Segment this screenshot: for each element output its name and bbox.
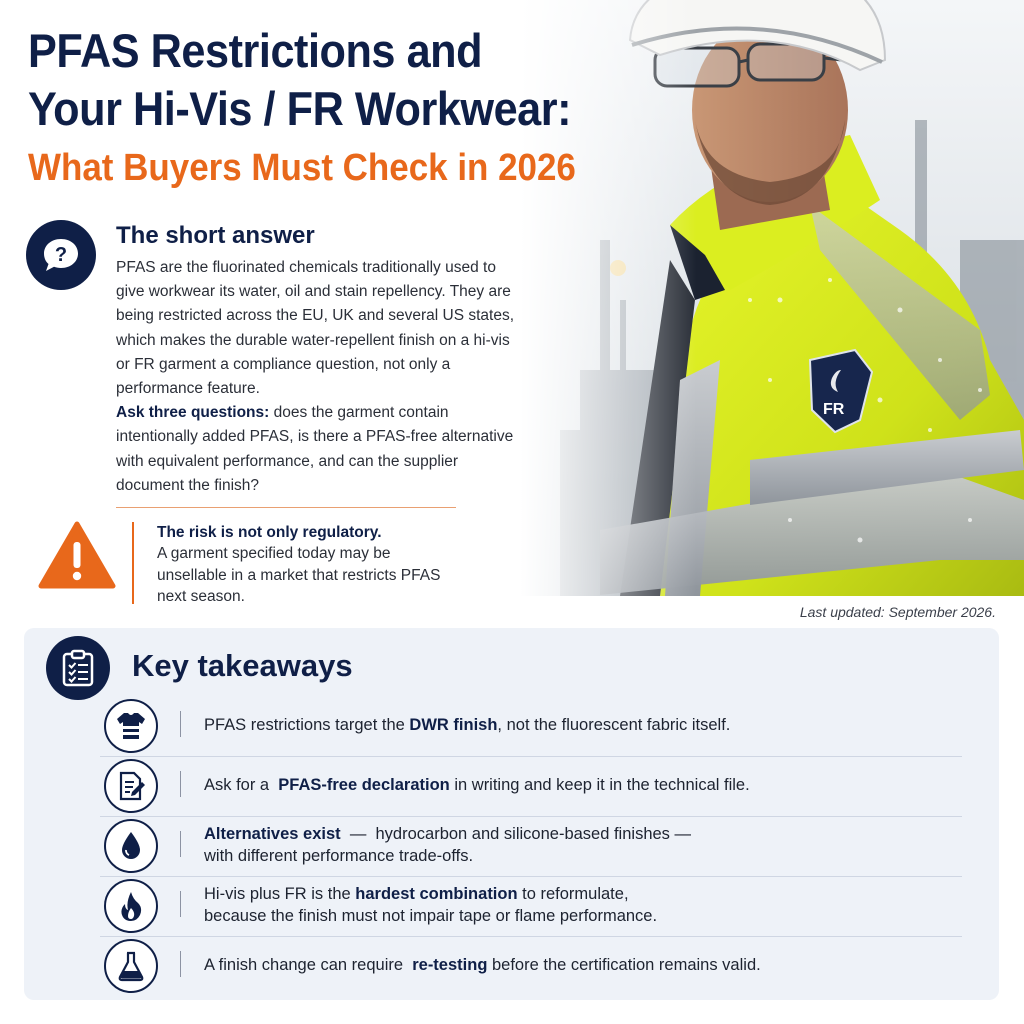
short-answer-section (116, 222, 526, 498)
takeaway-text-pre: Hi-vis plus FR is the (204, 885, 356, 903)
warning-triangle-icon (38, 520, 116, 590)
takeaway-text (204, 815, 944, 875)
svg-text:?: ? (54, 244, 68, 266)
hi-vis-vest-icon (104, 699, 158, 753)
last-updated: Last updated: September 2026. (799, 604, 996, 620)
lab-flask-icon (104, 939, 158, 993)
takeaway-text-bold: hardest combination (355, 885, 518, 903)
risk-body: A garment specified today may be unsellable in a market that restricts PFAS next season. (157, 545, 441, 605)
takeaway-text-post: before the certification remains valid. (487, 956, 761, 974)
flame-icon (104, 879, 158, 933)
takeaway-text (204, 935, 944, 995)
row-separator (180, 891, 181, 917)
takeaway-item (100, 875, 962, 935)
document-pen-icon (104, 759, 158, 813)
risk-accent-bar (132, 522, 134, 604)
takeaway-text-post: in writing and keep it in the technical file. (449, 776, 750, 794)
takeaway-item (100, 755, 962, 815)
ask-questions-label: Ask three questions: (116, 404, 270, 422)
row-separator (180, 951, 181, 977)
takeaway-item (100, 815, 962, 875)
takeaway-text-bold: Alternatives exist (204, 825, 341, 843)
title-line-2: Your Hi-Vis / FR Workwear: (28, 82, 572, 135)
takeaway-text-post: — hydrocarbon and silicone-based finishes — (340, 825, 692, 843)
clipboard-checklist-icon (46, 636, 110, 700)
takeaway-text (204, 695, 944, 755)
section-divider (116, 507, 456, 508)
takeaway-text-post: to reformulate, (517, 885, 629, 903)
water-drop-icon (104, 819, 158, 873)
takeaway-text-pre: Ask for a (204, 776, 279, 794)
takeaway-text-line2: because the finish must not impair tape or flame performance. (204, 907, 658, 925)
page-subtitle: What Buyers Must Check in 2026 (28, 147, 576, 189)
takeaway-item (100, 935, 962, 995)
takeaway-text (204, 755, 944, 815)
takeaway-text (204, 875, 944, 935)
row-separator (180, 771, 181, 797)
ask-questions-paragraph (116, 401, 526, 498)
page-title (28, 22, 628, 192)
takeaway-text-line2: with different performance trade-offs. (204, 847, 474, 865)
title-line-1: PFAS Restrictions and (28, 24, 483, 77)
takeaway-text-bold: DWR finish (409, 716, 498, 734)
risk-callout (157, 522, 457, 608)
takeaway-text-bold: PFAS-free declaration (278, 776, 450, 794)
short-answer-heading: The short answer (116, 222, 315, 249)
row-separator (180, 711, 181, 737)
key-takeaways-title: Key takeaways (132, 648, 353, 683)
row-separator (180, 831, 181, 857)
takeaway-text-pre: A finish change can require (204, 956, 413, 974)
takeaway-text-post: , not the fluorescent fabric itself. (497, 716, 731, 734)
takeaway-text-pre: PFAS restrictions target the (204, 716, 410, 734)
takeaway-item (100, 695, 962, 755)
short-answer-paragraph: PFAS are the fluorinated chemicals traditionally used to give workwear its water, oil and stain repellency. They are being restricted across the EU, UK and several US states, which makes the durable water-repellent finish on a hi-vis or FR garment a compliance question, not only a performance feature. (116, 259, 515, 398)
question-chat-icon (26, 220, 96, 290)
ask-questions-text: does the garment contain intentionally added PFAS, is there a PFAS-free alternative with equivalent performance, and can the supplier document the finish? (116, 404, 514, 494)
risk-title: The risk is not only regulatory. (157, 524, 382, 541)
takeaway-text-bold: re-testing (412, 956, 488, 974)
